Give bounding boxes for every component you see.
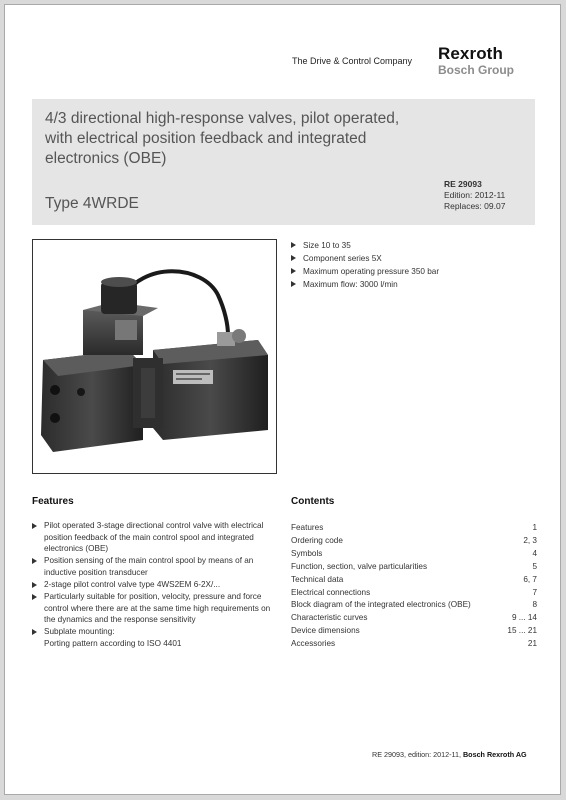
- spec-item: Maximum operating pressure 350 bar: [291, 265, 439, 278]
- re-number: RE 29093: [444, 179, 482, 189]
- logo-main-text: Rexroth: [438, 44, 503, 63]
- document-page: [4, 4, 561, 795]
- toc-row[interactable]: Accessories 21: [291, 639, 537, 649]
- toc-row[interactable]: Function, section, valve particularities 5: [291, 561, 537, 571]
- triangle-bullet-icon: [32, 629, 37, 635]
- triangle-bullet-icon: [32, 558, 37, 564]
- title-box: [32, 99, 535, 225]
- product-image: [32, 239, 277, 474]
- feature-item: 2-stage pilot control valve type 4WS2EM 6-2X/...: [32, 579, 272, 591]
- triangle-bullet-icon: [291, 268, 296, 274]
- triangle-bullet-icon: [32, 594, 37, 600]
- contents-heading: Contents: [291, 496, 335, 507]
- toc-row[interactable]: Symbols 4: [291, 548, 537, 558]
- toc-row[interactable]: Technical data 6, 7: [291, 574, 537, 584]
- toc-row[interactable]: Block diagram of the integrated electronics (OBE) 8: [291, 600, 537, 610]
- page-footer: [372, 750, 527, 759]
- spec-list: [291, 239, 439, 291]
- spec-item: Component series 5X: [291, 252, 439, 265]
- replaces: Replaces: 09.07: [444, 201, 506, 211]
- table-of-contents: [291, 522, 537, 651]
- triangle-bullet-icon: [32, 523, 37, 529]
- feature-item: Pilot operated 3-stage directional control valve with electrical position feedback of the main control spool and integrated electronics (OBE): [32, 520, 272, 555]
- toc-row[interactable]: Device dimensions 15 ... 21: [291, 626, 537, 636]
- spec-item: Size 10 to 35: [291, 239, 439, 252]
- footer-text: RE 29093, edition: 2012-11,: [372, 750, 463, 759]
- document-reference: [444, 179, 505, 212]
- logo-sub-text: Bosch Group: [438, 63, 515, 77]
- triangle-bullet-icon: [32, 582, 37, 588]
- feature-item: Subplate mounting: Porting pattern according to ISO 4401: [32, 626, 272, 649]
- triangle-bullet-icon: [291, 242, 296, 248]
- document-title: 4/3 directional high-response valves, pilot operated, with electrical position feedback and integrated electronics (OBE): [45, 110, 400, 167]
- triangle-bullet-icon: [291, 255, 296, 261]
- valve-photo-illustration: [33, 240, 276, 473]
- toc-row[interactable]: Ordering code 2, 3: [291, 535, 537, 545]
- features-heading: Features: [32, 496, 74, 507]
- feature-item: Position sensing of the main control spool by means of an inductive position transducer: [32, 555, 272, 578]
- rexroth-logo: [438, 45, 536, 77]
- toc-row[interactable]: Features 1: [291, 523, 537, 532]
- edition: Edition: 2012-11: [444, 190, 506, 200]
- footer-company: Bosch Rexroth AG: [462, 750, 527, 759]
- toc-row[interactable]: Electrical connections 7: [291, 587, 537, 597]
- features-list: [32, 520, 272, 650]
- valve-type: Type 4WRDE: [45, 195, 139, 212]
- company-tagline: The Drive & Control Company: [292, 56, 413, 66]
- feature-item: Particularly suitable for position, velocity, pressure and force control where there are at the same time high requirements on the dynamics and the response sensitivity: [32, 591, 272, 626]
- triangle-bullet-icon: [291, 281, 296, 287]
- spec-item: Maximum flow: 3000 l/min: [291, 278, 439, 291]
- toc-row[interactable]: Characteristic curves 9 ... 14: [291, 613, 537, 623]
